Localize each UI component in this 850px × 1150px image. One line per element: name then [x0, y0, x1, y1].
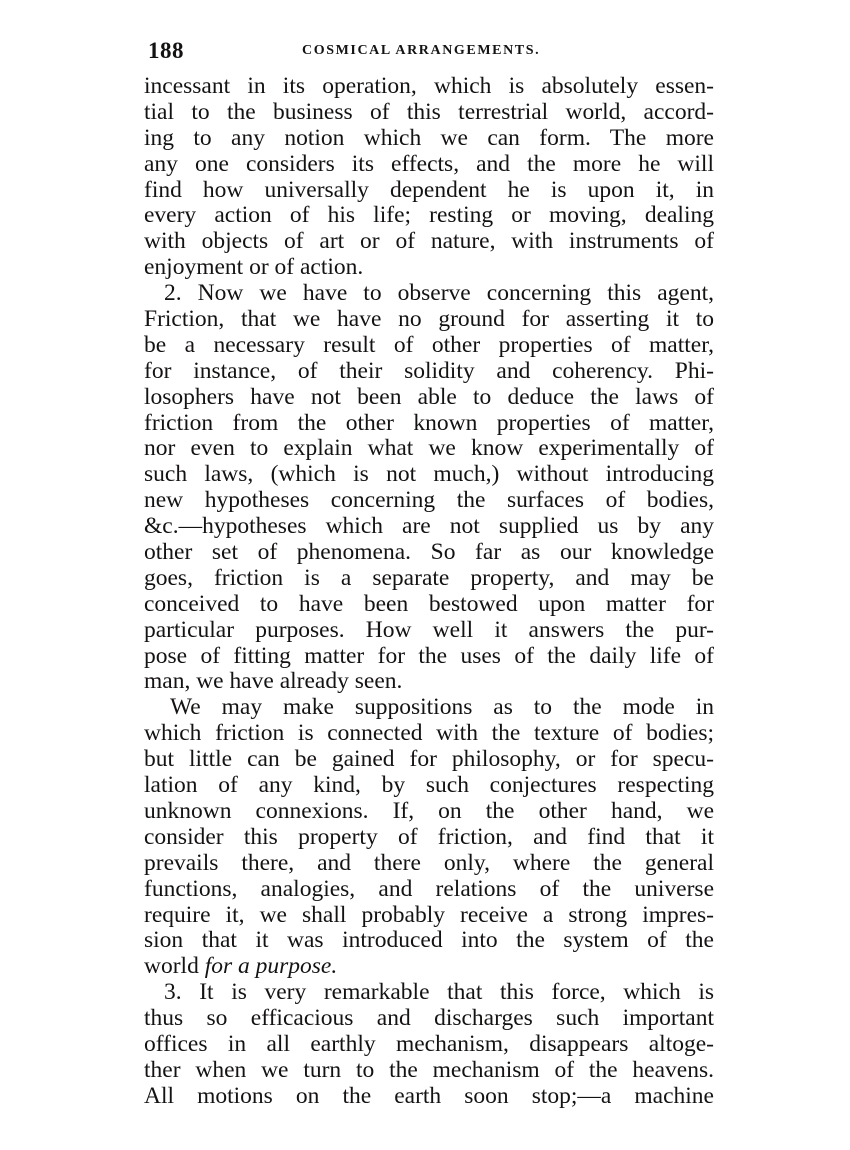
text-line: new hypotheses concerning the surfaces of bodies, [144, 487, 714, 514]
text-line: offices in all earthly mechanism, disappears altoge- [144, 1030, 714, 1057]
text-line: conceived to have been bestowed upon matter for [144, 590, 714, 617]
italic-emphasis: for a purpose. [204, 953, 338, 980]
text-line: All motions on the earth soon stop;—a machine [144, 1082, 714, 1109]
text-line: friction from the other known properties of matter, [144, 409, 714, 436]
text-line: incessant in its operation, which is absolutely essen- [144, 73, 714, 99]
text-line: nor even to explain what we know experimentally of [144, 435, 714, 462]
text-line: every action of his life; resting or moving, dealing [144, 202, 714, 229]
text-line: tial to the business of this terrestrial world, accord- [144, 98, 714, 125]
text-line: sion that it was introduced into the system of the [144, 927, 714, 954]
body-text [144, 74, 714, 1110]
text-line-with-emphasis [144, 954, 714, 980]
running-title: COSMICAL ARRANGEMENTS. [302, 43, 541, 58]
text-line: ther when we turn to the mechanism of the heavens. [144, 1056, 714, 1083]
text-line: but little can be gained for philosophy, or for specu- [144, 746, 714, 773]
text-line: particular purposes. How well it answers the pur- [144, 616, 714, 643]
text-line: other set of phenomena. So far as our knowledge [144, 539, 714, 566]
text-line: be a necessary result of other properties of matter, [144, 331, 714, 358]
text-line: Friction, that we have no ground for asserting it to [144, 306, 714, 333]
text-line: consider this property of friction, and find that it [144, 823, 714, 850]
text-fragment: world [144, 953, 205, 980]
paragraph-start-line: We may make suppositions as to the mode in [170, 694, 714, 721]
text-line: lation of any kind, by such conjectures respecting [144, 772, 714, 799]
text-line: with objects of art or of nature, with instruments of [144, 228, 714, 255]
text-line: find how universally dependent he is upon it, in [144, 176, 714, 203]
text-line: pose of fitting matter for the uses of the daily life of [144, 642, 714, 669]
text-line: prevails there, and there only, where the general [144, 849, 714, 876]
text-line: such laws, (which is not much,) without introducing [144, 461, 714, 488]
paragraph-start-line: 3. It is very remarkable that this force, which is [164, 979, 714, 1006]
text-line: unknown connexions. If, on the other hand, we [144, 797, 714, 824]
text-line: require it, we shall probably receive a strong impres- [144, 901, 714, 928]
text-line: enjoyment or of action. [144, 254, 364, 281]
text-line: man, we have already seen. [144, 668, 403, 695]
text-line: losophers have not been able to deduce the laws of [144, 383, 714, 410]
text-line: functions, analogies, and relations of the universe [144, 875, 714, 902]
text-line: ing to any notion which we can form. The more [144, 124, 714, 151]
paragraph-start-line: 2. Now we have to observe concerning this agent, [164, 280, 714, 307]
page-number: 188 [148, 38, 184, 63]
text-line: goes, friction is a separate property, and may be [144, 564, 714, 591]
text-line: thus so efficacious and discharges such important [144, 1005, 714, 1032]
text-line: which friction is connected with the texture of bodies; [144, 720, 714, 747]
text-line: any one considers its effects, and the more he will [144, 150, 714, 177]
text-line: &c.—hypotheses which are not supplied us by any [144, 513, 714, 540]
text-line: for instance, of their solidity and coherency. Phi- [144, 357, 714, 384]
page-header [144, 38, 710, 68]
